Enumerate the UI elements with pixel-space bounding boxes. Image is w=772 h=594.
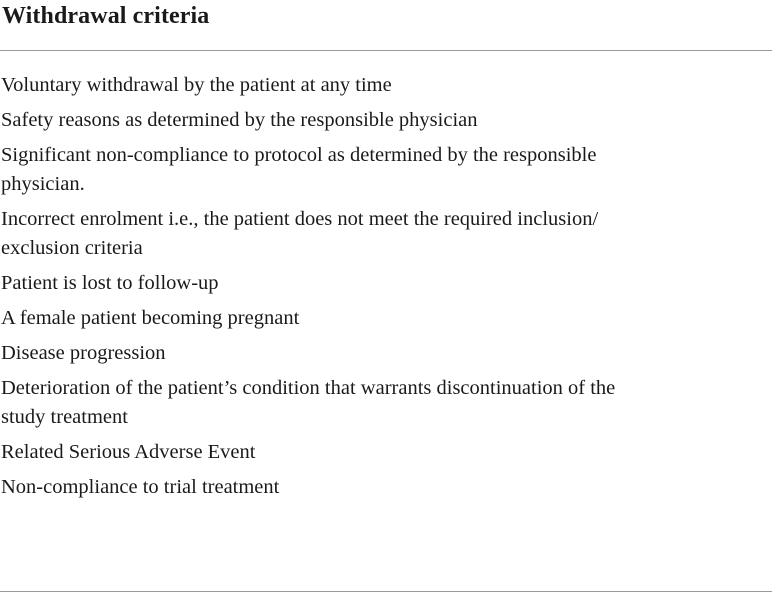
- table-row: [0, 374, 772, 432]
- table-row: [0, 71, 772, 100]
- table-row: [0, 141, 772, 199]
- table-body: [0, 51, 772, 502]
- table-header: [0, 0, 772, 51]
- table-row: [0, 269, 772, 298]
- row-text: A female patient becoming pregnant: [1, 307, 300, 329]
- table-row: [0, 339, 772, 368]
- row-text-continued: exclusion criteria: [1, 237, 143, 259]
- table-bottom-rule: [0, 591, 772, 592]
- table-header-title: Withdrawal criteria: [2, 3, 210, 29]
- table-row: [0, 106, 772, 135]
- row-text-continued: physician.: [1, 173, 85, 195]
- row-text: Significant non-compliance to protocol as determined by the responsible: [1, 144, 597, 166]
- table-row: [0, 438, 772, 467]
- row-text: Deterioration of the patient’s condition that warrants discontinuation of the: [1, 377, 616, 399]
- row-text: Incorrect enrolment i.e., the patient does not meet the required inclusion/: [1, 208, 599, 230]
- row-text: Related Serious Adverse Event: [1, 441, 256, 463]
- row-text-continued: study treatment: [1, 406, 128, 428]
- table-row: [0, 473, 772, 502]
- row-text: Patient is lost to follow-up: [1, 272, 219, 294]
- row-text: Non-compliance to trial treatment: [1, 476, 280, 498]
- row-text: Voluntary withdrawal by the patient at any time: [1, 74, 392, 96]
- table-row: [0, 304, 772, 333]
- table-row: [0, 205, 772, 263]
- row-text: Disease progression: [1, 342, 166, 364]
- row-text: Safety reasons as determined by the responsible physician: [1, 109, 478, 131]
